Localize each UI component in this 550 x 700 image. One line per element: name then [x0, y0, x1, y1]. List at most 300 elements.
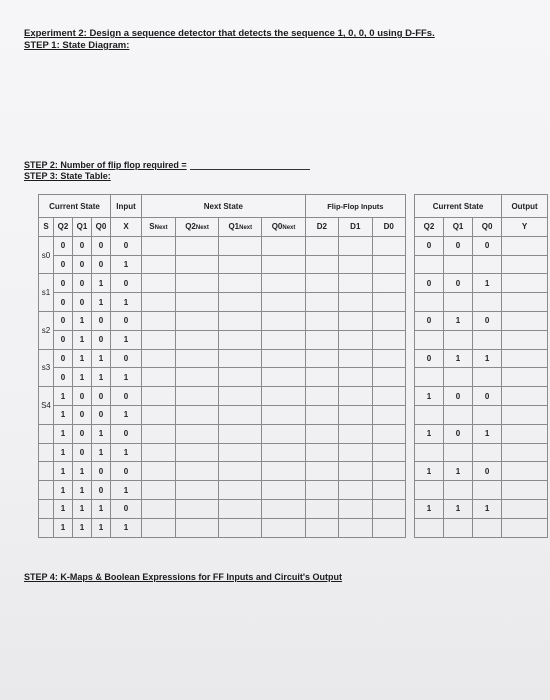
- blank-cell[interactable]: [262, 349, 305, 368]
- blank-cell[interactable]: [339, 499, 372, 518]
- blank-cell: [502, 405, 548, 424]
- blank-cell[interactable]: [372, 405, 406, 424]
- cell-q2: 0: [54, 293, 73, 312]
- spacer-row: [415, 255, 548, 274]
- cell-x: 0: [111, 387, 142, 406]
- sub-q0-right: Q0: [473, 218, 502, 237]
- table-row: [415, 349, 548, 368]
- blank-cell[interactable]: [339, 405, 372, 424]
- cell-x: 0: [111, 311, 142, 330]
- cell-q0: 0: [473, 462, 502, 481]
- cell-q2: 0: [54, 274, 73, 293]
- blank-cell[interactable]: [175, 311, 218, 330]
- blank-output-cell[interactable]: [502, 236, 548, 255]
- header-input: Input: [111, 195, 142, 218]
- cell-q0: 1: [92, 518, 111, 537]
- table-row: [39, 255, 406, 274]
- state-table: [38, 194, 406, 538]
- blank-cell: [473, 518, 502, 537]
- blank-cell[interactable]: [219, 424, 262, 443]
- output-table-group-header: [415, 195, 548, 218]
- blank-cell: [502, 443, 548, 462]
- cell-x: 1: [111, 255, 142, 274]
- blank-cell[interactable]: [305, 424, 338, 443]
- blank-cell[interactable]: [339, 330, 372, 349]
- cell-q0: 0: [92, 311, 111, 330]
- blank-cell: [473, 405, 502, 424]
- blank-cell[interactable]: [219, 443, 262, 462]
- cell-q0: 0: [92, 236, 111, 255]
- blank-cell[interactable]: [142, 293, 176, 312]
- blank-cell: [502, 518, 548, 537]
- blank-output-cell[interactable]: [502, 387, 548, 406]
- blank-cell[interactable]: [339, 311, 372, 330]
- blank-cell: [415, 518, 444, 537]
- output-table: [414, 194, 548, 538]
- spacer-row: [415, 518, 548, 537]
- blank-cell: [444, 368, 473, 387]
- table-row: [415, 424, 548, 443]
- table-row: [39, 349, 406, 368]
- state-label-empty: [39, 424, 54, 443]
- cell-q0: 0: [92, 255, 111, 274]
- spacer-row: [415, 481, 548, 500]
- state-table-group-header: [39, 195, 406, 218]
- cell-q1: 0: [73, 424, 92, 443]
- cell-q0: 1: [473, 349, 502, 368]
- sub-x: X: [111, 218, 142, 237]
- sub-q1: Q1: [73, 218, 92, 237]
- blank-cell[interactable]: [142, 443, 176, 462]
- blank-cell[interactable]: [262, 274, 305, 293]
- blank-cell: [444, 518, 473, 537]
- cell-q1: 0: [73, 236, 92, 255]
- sub-q2-next: Q2Next: [175, 218, 218, 237]
- cell-q0: 1: [473, 424, 502, 443]
- cell-q1: 0: [73, 387, 92, 406]
- blank-output-cell[interactable]: [502, 311, 548, 330]
- blank-cell: [415, 368, 444, 387]
- cell-q0: 0: [473, 236, 502, 255]
- blank-cell[interactable]: [372, 293, 406, 312]
- blank-cell: [473, 255, 502, 274]
- cell-q1: 0: [73, 293, 92, 312]
- blank-cell[interactable]: [372, 274, 406, 293]
- blank-cell[interactable]: [339, 368, 372, 387]
- cell-q0: 1: [92, 443, 111, 462]
- step4-heading: STEP 4: K-Maps & Boolean Expressions for FF Inputs and Circuit's Output: [24, 572, 343, 582]
- cell-q2: 1: [415, 499, 444, 518]
- cell-q2: 0: [415, 274, 444, 293]
- blank-cell[interactable]: [175, 349, 218, 368]
- blank-cell[interactable]: [305, 349, 338, 368]
- table-row: [39, 330, 406, 349]
- blank-cell[interactable]: [219, 368, 262, 387]
- header-current-state: Current State: [39, 195, 111, 218]
- cell-x: 1: [111, 368, 142, 387]
- blank-cell[interactable]: [142, 368, 176, 387]
- blank-cell[interactable]: [372, 424, 406, 443]
- blank-cell[interactable]: [142, 349, 176, 368]
- cell-q0: 1: [92, 274, 111, 293]
- cell-x: 0: [111, 424, 142, 443]
- sub-q2: Q2: [54, 218, 73, 237]
- state-label: s3: [39, 349, 54, 387]
- state-table-body: [39, 236, 406, 537]
- blank-cell[interactable]: [142, 274, 176, 293]
- step3-heading: STEP 3: State Table:: [24, 171, 111, 181]
- spacer-row: [415, 443, 548, 462]
- blank-cell[interactable]: [262, 330, 305, 349]
- cell-x: 1: [111, 330, 142, 349]
- table-row: [39, 293, 406, 312]
- header-current-state-right: Current State: [415, 195, 502, 218]
- blank-cell[interactable]: [219, 330, 262, 349]
- cell-q1: 1: [73, 462, 92, 481]
- cell-q2: 1: [54, 499, 73, 518]
- blank-cell[interactable]: [262, 387, 305, 406]
- sub-y: Y: [502, 218, 548, 237]
- blank-cell[interactable]: [305, 368, 338, 387]
- blank-cell: [444, 293, 473, 312]
- state-label-empty: [39, 481, 54, 500]
- blank-cell[interactable]: [142, 236, 176, 255]
- blank-cell[interactable]: [372, 499, 406, 518]
- blank-cell[interactable]: [339, 293, 372, 312]
- blank-output-cell[interactable]: [502, 274, 548, 293]
- cell-q2: 0: [54, 255, 73, 274]
- blank-cell: [415, 481, 444, 500]
- state-label-empty: [39, 499, 54, 518]
- cell-q1: 0: [73, 405, 92, 424]
- blank-cell[interactable]: [219, 274, 262, 293]
- blank-cell: [415, 443, 444, 462]
- blank-cell[interactable]: [339, 387, 372, 406]
- blank-cell[interactable]: [262, 311, 305, 330]
- cell-q1: 0: [444, 387, 473, 406]
- blank-cell[interactable]: [142, 405, 176, 424]
- cell-q2: 1: [54, 518, 73, 537]
- cell-x: 1: [111, 518, 142, 537]
- cell-q0: 1: [473, 274, 502, 293]
- blank-cell[interactable]: [305, 330, 338, 349]
- blank-cell[interactable]: [142, 518, 176, 537]
- table-row: [39, 387, 406, 406]
- cell-q1: 1: [444, 499, 473, 518]
- blank-cell[interactable]: [219, 387, 262, 406]
- table-row: [39, 368, 406, 387]
- table-row: [39, 443, 406, 462]
- cell-q2: 1: [54, 481, 73, 500]
- table-row: [39, 462, 406, 481]
- cell-q1: 0: [444, 424, 473, 443]
- blank-cell[interactable]: [372, 518, 406, 537]
- sub-d2: D2: [305, 218, 338, 237]
- blank-cell[interactable]: [262, 499, 305, 518]
- blank-cell[interactable]: [142, 255, 176, 274]
- blank-cell[interactable]: [175, 293, 218, 312]
- blank-cell[interactable]: [175, 330, 218, 349]
- blank-cell[interactable]: [175, 255, 218, 274]
- blank-cell[interactable]: [305, 518, 338, 537]
- blank-cell[interactable]: [219, 499, 262, 518]
- blank-cell[interactable]: [219, 293, 262, 312]
- blank-cell: [444, 330, 473, 349]
- table-row: [415, 236, 548, 255]
- blank-cell[interactable]: [262, 405, 305, 424]
- cell-q0: 0: [473, 387, 502, 406]
- blank-cell[interactable]: [175, 518, 218, 537]
- table-row: [415, 387, 548, 406]
- cell-q2: 1: [54, 405, 73, 424]
- blank-cell: [473, 330, 502, 349]
- state-label-empty: [39, 462, 54, 481]
- table-row: [415, 274, 548, 293]
- blank-cell[interactable]: [305, 274, 338, 293]
- cell-q1: 1: [73, 481, 92, 500]
- table-row: [39, 481, 406, 500]
- cell-q2: 1: [415, 424, 444, 443]
- cell-q1: 1: [73, 518, 92, 537]
- blank-cell[interactable]: [219, 311, 262, 330]
- blank-cell: [502, 368, 548, 387]
- blank-cell[interactable]: [339, 349, 372, 368]
- blank-cell[interactable]: [219, 462, 262, 481]
- blank-cell[interactable]: [262, 255, 305, 274]
- blank-cell: [415, 293, 444, 312]
- blank-cell[interactable]: [142, 330, 176, 349]
- blank-cell[interactable]: [305, 405, 338, 424]
- blank-cell[interactable]: [142, 424, 176, 443]
- blank-cell[interactable]: [175, 499, 218, 518]
- sub-q0: Q0: [92, 218, 111, 237]
- blank-cell[interactable]: [219, 518, 262, 537]
- blank-cell[interactable]: [142, 311, 176, 330]
- blank-cell[interactable]: [305, 387, 338, 406]
- step2-text: STEP 2: Number of flip flop required =: [24, 160, 187, 170]
- blank-cell[interactable]: [339, 518, 372, 537]
- blank-cell[interactable]: [175, 443, 218, 462]
- blank-output-cell[interactable]: [502, 349, 548, 368]
- blank-cell[interactable]: [372, 330, 406, 349]
- cell-x: 0: [111, 274, 142, 293]
- blank-cell[interactable]: [219, 405, 262, 424]
- experiment-title: Experiment 2: Design a sequence detector that detects the sequence 1, 0, 0, 0 using D-FFs.: [24, 28, 435, 39]
- blank-cell[interactable]: [339, 424, 372, 443]
- blank-output-cell[interactable]: [502, 424, 548, 443]
- blank-cell[interactable]: [339, 481, 372, 500]
- cell-q2: 1: [54, 443, 73, 462]
- sub-q1-right: Q1: [444, 218, 473, 237]
- spacer-row: [415, 368, 548, 387]
- cell-q0: 0: [92, 405, 111, 424]
- blank-cell[interactable]: [305, 311, 338, 330]
- blank-cell[interactable]: [339, 236, 372, 255]
- spacer-row: [415, 405, 548, 424]
- blank-cell: [473, 368, 502, 387]
- state-table-sub-header: [39, 218, 406, 237]
- cell-q1: 0: [444, 274, 473, 293]
- blank-cell[interactable]: [175, 462, 218, 481]
- blank-cell: [444, 481, 473, 500]
- cell-x: 0: [111, 349, 142, 368]
- cell-q0: 1: [92, 424, 111, 443]
- blank-cell[interactable]: [175, 481, 218, 500]
- cell-q2: 1: [415, 387, 444, 406]
- blank-cell[interactable]: [372, 387, 406, 406]
- blank-cell[interactable]: [372, 462, 406, 481]
- table-row: [415, 462, 548, 481]
- blank-cell: [415, 330, 444, 349]
- cell-q0: 0: [473, 311, 502, 330]
- blank-cell[interactable]: [175, 424, 218, 443]
- cell-q2: 0: [54, 349, 73, 368]
- table-row: [39, 518, 406, 537]
- blank-cell: [415, 405, 444, 424]
- cell-q1: 0: [73, 274, 92, 293]
- cell-q0: 0: [92, 330, 111, 349]
- blank-cell[interactable]: [372, 443, 406, 462]
- blank-cell: [444, 443, 473, 462]
- blank-cell[interactable]: [219, 236, 262, 255]
- step1-heading: STEP 1: State Diagram:: [24, 40, 130, 51]
- blank-cell[interactable]: [142, 462, 176, 481]
- cell-q2: 1: [54, 462, 73, 481]
- header-next-state: Next State: [142, 195, 306, 218]
- blank-cell[interactable]: [262, 236, 305, 255]
- cell-q2: 0: [415, 236, 444, 255]
- blank-cell: [415, 255, 444, 274]
- blank-cell[interactable]: [372, 481, 406, 500]
- cell-q0: 0: [92, 481, 111, 500]
- state-label-empty: [39, 518, 54, 537]
- blank-cell[interactable]: [339, 255, 372, 274]
- blank-cell[interactable]: [219, 349, 262, 368]
- blank-cell[interactable]: [175, 387, 218, 406]
- blank-cell[interactable]: [175, 405, 218, 424]
- blank-cell: [502, 330, 548, 349]
- cell-q1: 1: [444, 462, 473, 481]
- blank-cell[interactable]: [175, 236, 218, 255]
- cell-x: 1: [111, 443, 142, 462]
- blank-cell[interactable]: [339, 274, 372, 293]
- blank-cell[interactable]: [142, 499, 176, 518]
- blank-cell[interactable]: [305, 443, 338, 462]
- cell-q2: 0: [415, 349, 444, 368]
- state-label: s2: [39, 311, 54, 349]
- blank-cell[interactable]: [262, 424, 305, 443]
- blank-cell[interactable]: [305, 236, 338, 255]
- blank-cell[interactable]: [372, 311, 406, 330]
- cell-x: 0: [111, 499, 142, 518]
- blank-output-cell[interactable]: [502, 499, 548, 518]
- blank-cell[interactable]: [262, 462, 305, 481]
- cell-q2: 1: [415, 462, 444, 481]
- blank-cell[interactable]: [305, 462, 338, 481]
- blank-cell[interactable]: [262, 518, 305, 537]
- cell-q1: 1: [73, 499, 92, 518]
- blank-cell[interactable]: [305, 499, 338, 518]
- cell-q1: 1: [444, 349, 473, 368]
- cell-q1: 0: [444, 236, 473, 255]
- cell-x: 1: [111, 481, 142, 500]
- blank-cell[interactable]: [305, 293, 338, 312]
- blank-cell[interactable]: [175, 368, 218, 387]
- blank-cell: [444, 405, 473, 424]
- blank-cell[interactable]: [372, 349, 406, 368]
- blank-cell[interactable]: [142, 481, 176, 500]
- table-row: [39, 405, 406, 424]
- spacer-row: [415, 293, 548, 312]
- table-row: [39, 311, 406, 330]
- cell-x: 0: [111, 462, 142, 481]
- cell-q0: 1: [92, 368, 111, 387]
- blank-cell: [473, 481, 502, 500]
- sub-d0: D0: [372, 218, 406, 237]
- table-row: [415, 311, 548, 330]
- blank-cell[interactable]: [262, 481, 305, 500]
- blank-cell[interactable]: [372, 255, 406, 274]
- cell-q0: 1: [92, 499, 111, 518]
- spacer-row: [415, 330, 548, 349]
- cell-x: 0: [111, 236, 142, 255]
- table-row: [415, 499, 548, 518]
- sub-s: S: [39, 218, 54, 237]
- blank-cell[interactable]: [372, 236, 406, 255]
- state-label-empty: [39, 443, 54, 462]
- blank-cell[interactable]: [175, 274, 218, 293]
- cell-q2: 0: [54, 330, 73, 349]
- blank-cell[interactable]: [219, 255, 262, 274]
- blank-cell: [473, 293, 502, 312]
- cell-x: 1: [111, 293, 142, 312]
- table-row: [39, 274, 406, 293]
- cell-q1: 1: [73, 330, 92, 349]
- state-label: s1: [39, 274, 54, 312]
- cell-q1: 1: [73, 349, 92, 368]
- blank-cell[interactable]: [219, 481, 262, 500]
- blank-cell[interactable]: [305, 255, 338, 274]
- blank-cell: [502, 481, 548, 500]
- blank-cell: [502, 255, 548, 274]
- blank-cell: [473, 443, 502, 462]
- blank-cell[interactable]: [262, 293, 305, 312]
- table-row: [39, 424, 406, 443]
- step2-heading: [24, 160, 310, 170]
- cell-q1: 1: [73, 311, 92, 330]
- blank-cell[interactable]: [372, 368, 406, 387]
- cell-q0: 1: [473, 499, 502, 518]
- blank-cell: [502, 293, 548, 312]
- cell-q2: 0: [415, 311, 444, 330]
- cell-q0: 1: [92, 293, 111, 312]
- blank-cell[interactable]: [262, 443, 305, 462]
- cell-q1: 0: [73, 255, 92, 274]
- table-row: [39, 236, 406, 255]
- sub-s-next: SNext: [142, 218, 176, 237]
- blank-cell[interactable]: [262, 368, 305, 387]
- cell-q0: 0: [92, 387, 111, 406]
- blank-cell[interactable]: [142, 387, 176, 406]
- header-output: Output: [502, 195, 548, 218]
- cell-q2: 1: [54, 387, 73, 406]
- output-table-body: [415, 236, 548, 537]
- blank-cell[interactable]: [305, 481, 338, 500]
- blank-output-cell[interactable]: [502, 462, 548, 481]
- blank-cell[interactable]: [339, 443, 372, 462]
- blank-cell[interactable]: [339, 462, 372, 481]
- sub-q2-right: Q2: [415, 218, 444, 237]
